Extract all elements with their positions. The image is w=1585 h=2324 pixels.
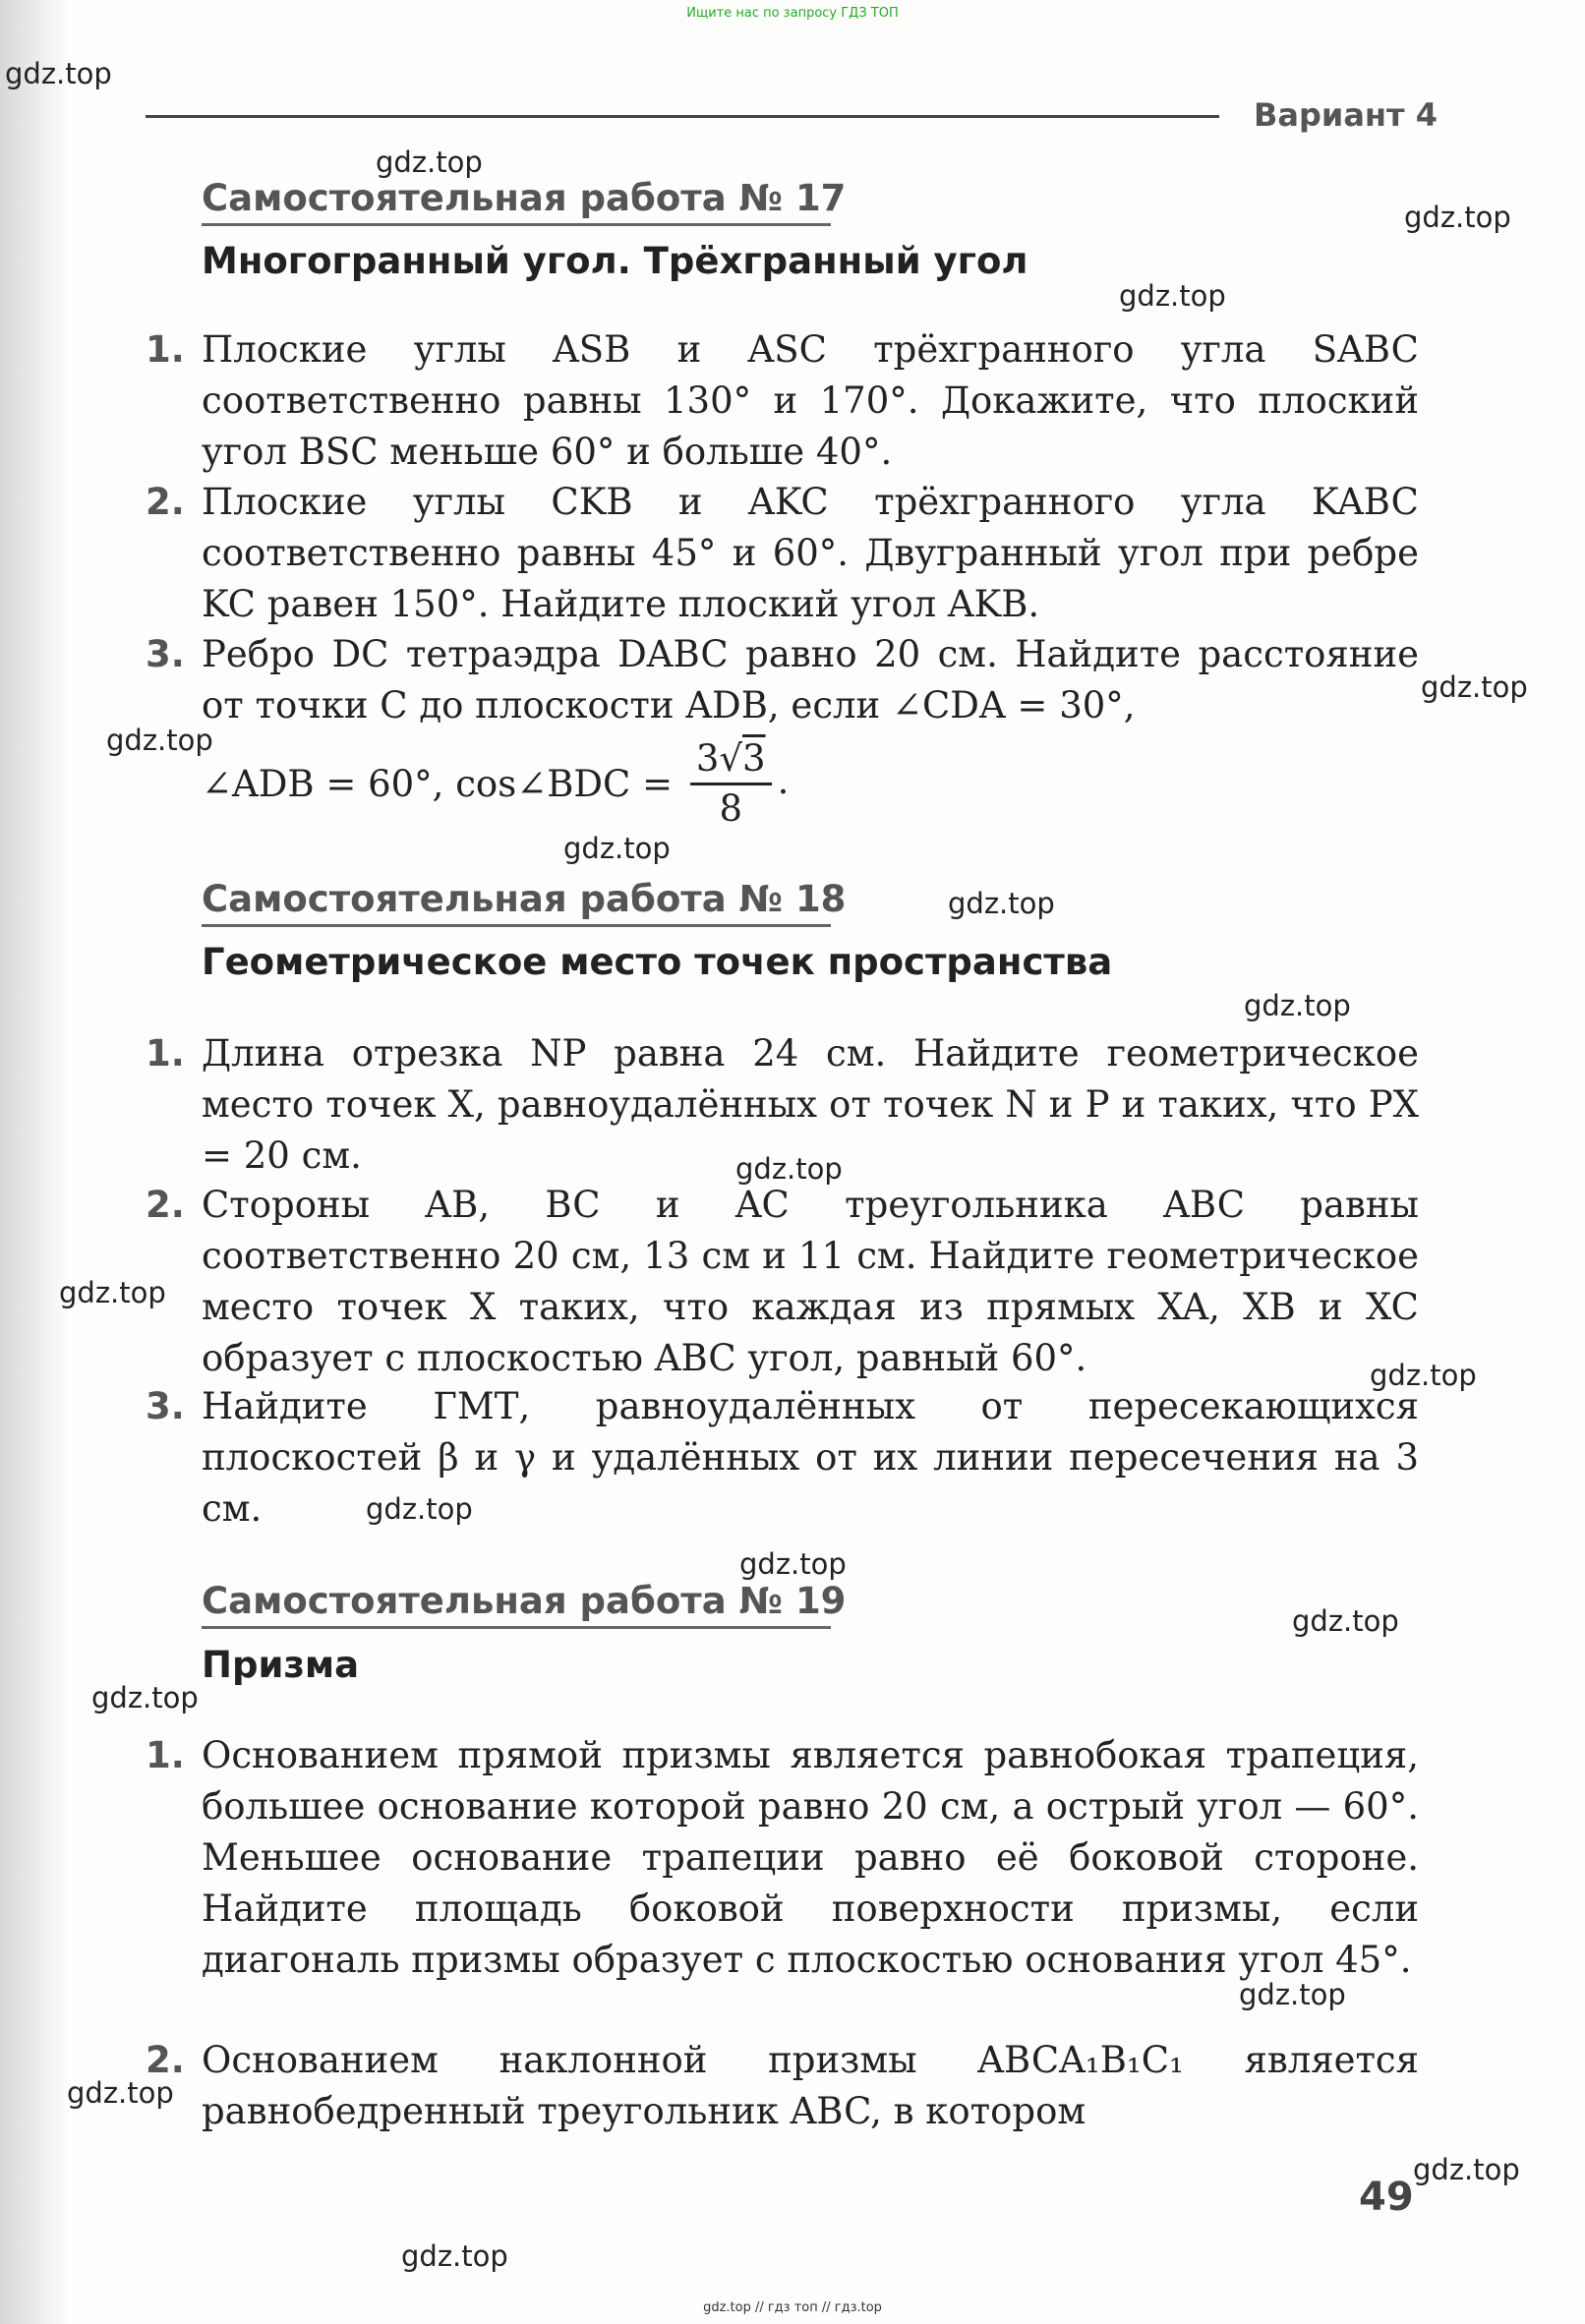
watermark: gdz.top bbox=[739, 1547, 847, 1581]
section-title-underline bbox=[202, 223, 831, 226]
fraction bbox=[690, 735, 772, 833]
watermark: gdz.top bbox=[1413, 2153, 1520, 2186]
watermark: gdz.top bbox=[1421, 670, 1528, 704]
watermark: gdz.top bbox=[401, 2239, 508, 2273]
task-17-2 bbox=[146, 477, 1419, 630]
task-18-3 bbox=[146, 1381, 1419, 1535]
formula-end: . bbox=[777, 760, 790, 802]
watermark: gdz.top bbox=[366, 1492, 473, 1526]
section-17-title bbox=[202, 177, 846, 226]
task-17-3-formula bbox=[146, 735, 789, 833]
watermark: gdz.top bbox=[948, 887, 1055, 920]
section-title-underline bbox=[202, 924, 831, 927]
task-number: 3. bbox=[146, 633, 185, 675]
variant-label: Вариант 4 bbox=[1254, 96, 1438, 134]
task-number: 2. bbox=[146, 2039, 185, 2081]
watermark: gdz.top bbox=[1244, 989, 1351, 1022]
task-number: 1. bbox=[146, 1032, 185, 1075]
task-number: 1. bbox=[146, 328, 185, 371]
task-number: 3. bbox=[146, 1385, 185, 1427]
task-19-2 bbox=[146, 2035, 1419, 2137]
watermark: gdz.top bbox=[1292, 1604, 1399, 1638]
watermark: gdz.top bbox=[106, 724, 213, 757]
task-18-2 bbox=[146, 1180, 1419, 1384]
task-text: Основанием прямой призмы является равнобокая трапеция, большее основание которой равно 20 см, а острый угол — 60°. Меньшее основание трапеции равно её боковой стороне. Найдите площадь боковой поверхности призмы, если диагональ призмы образует с плоскостью основания угол 45°. bbox=[202, 1734, 1419, 1981]
numerator-coef: 3 bbox=[695, 737, 720, 780]
watermark: gdz.top bbox=[563, 832, 671, 865]
header-rule bbox=[146, 115, 1219, 118]
task-number: 1. bbox=[146, 1734, 185, 1776]
section-17-title-text: Самостоятельная работа № 17 bbox=[202, 177, 847, 219]
section-17-subtitle: Многогранный угол. Трёхгранный угол bbox=[202, 240, 1028, 282]
watermark: gdz.top bbox=[91, 1681, 199, 1714]
task-17-1 bbox=[146, 324, 1419, 478]
watermark: gdz.top bbox=[5, 57, 112, 90]
formula-lead: ∠ADB = 60°, cos∠BDC = bbox=[202, 762, 674, 805]
watermark: gdz.top bbox=[59, 1276, 166, 1309]
watermark: gdz.top bbox=[1404, 201, 1511, 234]
watermark: gdz.top bbox=[735, 1152, 843, 1186]
task-text: Найдите ГМТ, равноудалённых от пересекающихся плоскостей β и γ и удалённых от их линии пересечения на 3 см. bbox=[202, 1385, 1419, 1530]
watermark: gdz.top bbox=[67, 2076, 174, 2110]
section-18-subtitle: Геометрическое место точек пространства bbox=[202, 941, 1113, 983]
task-number: 2. bbox=[146, 1184, 185, 1226]
bottom-banner: gdz.top // гдз топ // гдз.top bbox=[703, 2300, 882, 2315]
task-number: 2. bbox=[146, 481, 185, 523]
task-text: Основанием наклонной призмы ABCA₁B₁C₁ является равнобедренный треугольник ABC, в котором bbox=[202, 2039, 1419, 2132]
section-19-title bbox=[202, 1580, 846, 1629]
section-18-title bbox=[202, 878, 846, 927]
watermark: gdz.top bbox=[1239, 1978, 1346, 2011]
section-18-title-text: Самостоятельная работа № 18 bbox=[202, 878, 847, 920]
task-text: Ребро DC тетраэдра DABC равно 20 см. Найдите расстояние от точки C до плоскости ADB, если ∠CDA = 30°, bbox=[202, 633, 1419, 726]
section-title-underline bbox=[202, 1626, 831, 1629]
fraction-denominator: 8 bbox=[719, 787, 742, 830]
watermark: gdz.top bbox=[1119, 279, 1226, 313]
radicand: 3 bbox=[742, 737, 766, 780]
task-text: Плоские углы ASB и ASC трёхгранного угла SABC соответственно равны 130° и 170°. Докажите, что плоский угол BSC меньше 60° и больше 40°. bbox=[202, 328, 1419, 473]
task-19-1 bbox=[146, 1730, 1419, 1986]
top-banner: Ищите нас по запросу ГДЗ ТОП bbox=[686, 6, 899, 21]
watermark: gdz.top bbox=[376, 145, 483, 179]
page-edge-shadow bbox=[0, 0, 69, 2324]
task-17-3 bbox=[146, 629, 1419, 731]
fraction-numerator: 3√3 bbox=[690, 735, 772, 785]
page-number: 49 bbox=[1359, 2175, 1414, 2220]
watermark: gdz.top bbox=[1370, 1359, 1477, 1392]
task-text: Стороны AB, BC и AC треугольника ABC равны соответственно 20 см, 13 см и 11 см. Найдите геометрическое место точек X таких, что каждая из прямых XA, XB и XC образует с плоскостью ABC угол, равный 60°. bbox=[202, 1184, 1419, 1379]
task-text: Длина отрезка NP равна 24 см. Найдите геометрическое место точек X, равноудалённых от точек N и P и таких, что PX = 20 см. bbox=[202, 1032, 1419, 1177]
task-text: Плоские углы CKB и AKC трёхгранного угла KABC соответственно равны 45° и 60°. Двугранный угол при ребре KC равен 150°. Найдите плоский угол AKB. bbox=[202, 481, 1419, 625]
section-19-subtitle: Призма bbox=[202, 1644, 360, 1686]
section-19-title-text: Самостоятельная работа № 19 bbox=[202, 1580, 847, 1622]
